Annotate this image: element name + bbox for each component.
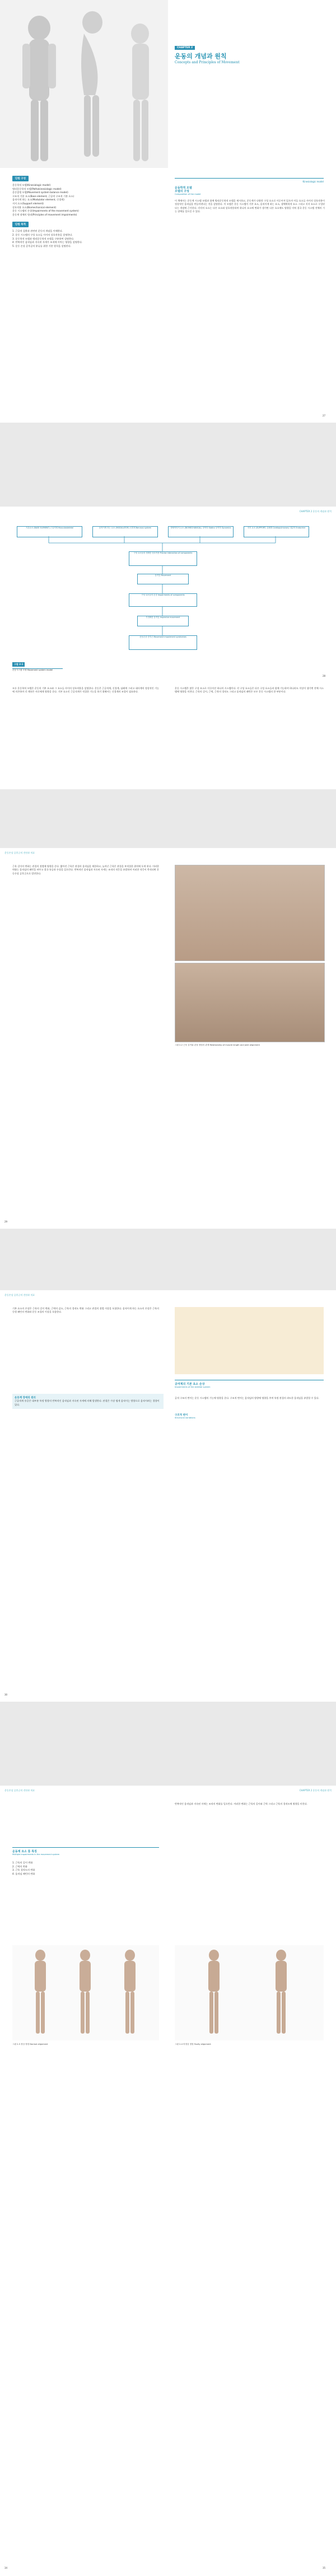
- p5-left-heading: [12, 1847, 159, 1856]
- page-number-4: 30: [4, 1693, 8, 1696]
- contents-item: 병리운동학적 모델(Pathokinesiologic model): [12, 187, 62, 190]
- p3-column-text: 근육 길이의 변화는 관절의 정렬에 영향을 준다. 짧아진 근육은 관절의 움직임을 제한하고, 늘어난 근육은 관절을 부적절한 위치에 두게 된다. 이러한 변화는 움직임의 패턴을 바꾸고 결국 통증과 손상을 일으킨다. 반복적인 움직임과 지속된 자세는 조직의 적응을 유발하며 이러한 적응이 축적되면 운동손상 증후군으로 발전한다.: [12, 865, 159, 875]
- diagram-box-imprecise: 부정확한 움직임 Imprecise movement: [137, 616, 189, 626]
- back-photo-top: [175, 865, 325, 961]
- spread-gap-4: [0, 1702, 336, 1786]
- contents-item: 운동 시스템의 손상(Impairments of the movement system): [12, 209, 79, 213]
- contents-item: 지지 요소(Support element): [12, 202, 44, 205]
- page-2: [0, 507, 336, 789]
- p5-caption-a: 그림 2-3 정상 정렬 Normal alignment: [12, 2043, 48, 2045]
- page-5: [0, 1786, 336, 2576]
- p2-left-text: 모든 운동학적 모델은 운동의 기본 요소와 그 요소들 사이의 상호작용을 설명한다. 운동은 근골격계, 신경계, 심폐계 그리고 대사계의 정상적인 기능에 의존하며 각 계통은 서로에게 영향을 준다. 기본 요소인 근골격계가 적절한 기능을 하기 위해서는 신경계의 조절이 필요하다.: [12, 687, 159, 694]
- goals-title: 단원 목적: [12, 222, 29, 227]
- chapter-title: 운동의 개념과 원칙: [175, 53, 227, 60]
- right-heading-en: Kinesiologic model: [302, 180, 324, 183]
- p5-right-text: 반복적인 움직임과 지속된 자세는 조직의 변화를 일으킨다. 이러한 변화는 근육의 길이와 근력 그리고 근육의 경직도에 영향을 미친다.: [175, 1802, 307, 1805]
- page-1-hero-figure: [0, 0, 168, 168]
- p5-list-item: 2. 근력의 변화: [12, 1865, 27, 1868]
- posture-figures-right: [175, 1945, 324, 2040]
- page-header-left: 운동손상 증후군의 진단과 치료: [4, 851, 35, 854]
- contents-item: 상호작용 요소(Biomechanical element): [12, 205, 57, 209]
- diagram-box-modulator: 움직이게 하는 요소 (MODULATOR) 신경계 Nervous system: [92, 526, 158, 537]
- diagram-box-syndromes: 운동손상 증후군 Movement impairment syndromes: [129, 635, 197, 650]
- p4-left-text: 기본 요소의 손상은 근육의 길이 변화, 근력의 감소, 근육의 경직도 변화 그리고 관절의 정렬 이상을 포함한다. 움직이게 하는 요소의 손상은 근육의 동원 패턴의 변화와 운동 조절의 이상을 포함한다.: [12, 1307, 159, 1314]
- p4-box-text: 근골격계 통증은 대부분 특정 방향의 반복적인 움직임과 지속된 자세에 의해 발생한다. 관절은 가장 쉽게 움직이는 방향으로 움직이려는 경향이 있다.: [15, 1399, 160, 1406]
- p5-list-item: 1. 근육의 길이 변화: [12, 1861, 33, 1864]
- p5-list: [12, 1861, 159, 1876]
- p4-box-title: 운동계 장애의 원리: [15, 1397, 36, 1399]
- page-header-left-2: 운동손상 증후군의 진단과 치료: [4, 1294, 35, 1296]
- p4-sub-heading-en: Structural variations: [175, 1417, 195, 1419]
- spread-gap-2: [0, 789, 336, 848]
- diagram-caption-text: 운동시스템 모델 Movement system model: [12, 668, 63, 672]
- chapter-label: CHAPTER 2: [175, 46, 195, 50]
- page-number-1: 27: [323, 414, 326, 417]
- sub-heading: [175, 189, 200, 195]
- contents-title: 단원 구성: [12, 176, 29, 181]
- p5-caption-b: 그림 2-4 비정상 정렬 Faulty alignment: [175, 2043, 211, 2045]
- spread-gap-1: [0, 423, 336, 507]
- p1-body-text: 이 책에서는 운동계 시스템 모델과 함께 병리운동학적 모델을 제시하고, 운동계가 다양한 구성 요소로 이루어져 있으며 이들 요소들 사이의 상호작용이 정상적인 움직임을 만들어낸다는 것을 설명한다. 이 모델은 운동 시스템이 기본 요소, 움직이게 하는 요소, 생체역학적 요소 그리고 지지 요소로 구성된다는 개념에 근거한다. 각각의 요소는 다른 요소와 상호작용하며 하나의 요소에 변화가 생기면 다른 요소에도 영향을 미쳐 결국 운동 시스템 전체의 기능 장애를 일으킬 수 있다.: [175, 199, 325, 213]
- diagram-box-interaction: 구성 요소들의 정확한 상호작용 Precise interaction of components: [129, 551, 197, 566]
- posture-figures-left: [12, 1945, 159, 2040]
- goal-item: 1. 근골격 질환과 관련된 운동의 개념을 이해한다.: [12, 230, 63, 233]
- p4-right-heading-kr: 공여계의 기본 요소 손상: [175, 1383, 205, 1386]
- page-1: [0, 0, 336, 423]
- spread-gap-3: [0, 1229, 336, 1290]
- right-heading-kr: 운동학적 모델: [175, 186, 192, 190]
- p4-right-heading: [175, 1380, 324, 1388]
- page-number-5-left: 34: [4, 2566, 8, 2569]
- contents-item: 움직이게 하는 요소(Modulator element, 신경계): [12, 198, 64, 202]
- contents-item: 구조적 기본 요소(Base element, 근골격 구조적 기본 요소): [12, 194, 74, 198]
- page-header-right: CHAPTER 2 운동의 개념과 원칙: [299, 510, 332, 513]
- page-number-5-right: 35: [323, 2566, 326, 2569]
- contents-list: [12, 184, 162, 217]
- goals-list: [12, 230, 162, 248]
- p4-right-text: 골격 구조의 변이는 운동 시스템의 기능에 영향을 준다. 구조적 변이는 움직임의 방향에 영향을 주며 특정 관절의 과도한 움직임을 유발할 수 있다.: [175, 1397, 319, 1399]
- page-3: [0, 848, 336, 1229]
- goal-item: 4. 반복적인 움직임과 지속된 자세가 조직에 미치는 영향을 설명한다.: [12, 241, 83, 244]
- diagram-box-impairments: 구성 요소들의 손상 Impairments of components: [129, 593, 197, 607]
- p4-info-box: [12, 1394, 164, 1409]
- contents-box: [12, 171, 162, 248]
- diagram-caption-title: 그림 2-1: [12, 662, 25, 667]
- p3-photo-caption: 그림 2-2 근육 길이와 관절 정렬의 관계 Relationship of muscle length and joint alignment: [175, 1044, 260, 1046]
- goal-item: 3. 운동학적 모델과 병리운동학적 모델을 구분하여 설명한다.: [12, 237, 74, 240]
- contents-item: 운동발생 모델(Movement system balance model): [12, 191, 68, 194]
- p4-sub-heading-kr: 구조적 변이: [175, 1414, 188, 1417]
- sub-heading-kr: 모델의 구성: [175, 190, 189, 193]
- diagram-box-base: 기본요소 (BASE ELEMENT) 근골격계 Musculoskeletal: [17, 526, 82, 537]
- diagram-caption: [12, 657, 63, 672]
- p4-sub-heading: [175, 1413, 195, 1419]
- page-header-right-3: CHAPTER 2 운동의 개념과 원칙: [299, 1789, 332, 1792]
- goal-item: 5. 운동 손상 증후군의 분류를 위한 기본 원칙을 설명한다.: [12, 244, 71, 247]
- diagram-box-movement: 움직임 Movement: [137, 574, 189, 584]
- p4-tan-box: [175, 1307, 324, 1374]
- p5-left-heading-kr: 운동계 요소 통 특징: [12, 1850, 37, 1853]
- contents-item: 운동계 장애의 원리(Principles of movement impairments): [12, 213, 77, 216]
- page-4: [0, 1290, 336, 1702]
- chapter-title-en: Concepts and Principles of Movement: [175, 60, 240, 64]
- sub-heading-en: Composition of the model: [175, 193, 201, 195]
- p4-right-heading-en: Impairments of the skeletal system: [175, 1386, 211, 1388]
- page-header-left-3: 운동손상 증후군의 진단과 치료: [4, 1789, 35, 1792]
- diagram-box-biomechanical: 생체역학적 요소 (BIOMECHANICAL) 정역학 Statics 동역학 Dynamics: [168, 526, 234, 537]
- goal-item: 2. 운동 시스템의 구성 요소들 사이의 상호작용을 설명한다.: [12, 233, 73, 236]
- page-number-2: 28: [323, 675, 326, 677]
- p2-right-text: 운동 시스템은 많은 구성 요소로 이루어진 하나의 시스템이다. 각 구성 요소들은 다른 구성 요소들과 함께 기능하며 하나라도 이상이 생기면 전체 시스템에 영향을 미친다. 근육의 길이, 근력, 근육의 경직도 그리고 움직임의 패턴은 모두 운동 시스템의 한 부분이다.: [175, 687, 324, 694]
- back-photo-bottom: [175, 963, 325, 1042]
- p5-list-item: 3. 근육 경직도의 변화: [12, 1868, 35, 1872]
- p5-left-heading-en: Multiple impairments in the movement system: [12, 1853, 60, 1856]
- contents-item: 운동학적 모델(Kinesiologic model): [12, 184, 51, 186]
- page-number-3: 29: [4, 1220, 8, 1223]
- p5-list-item: 4. 움직임 패턴의 변화: [12, 1872, 35, 1875]
- diagram-box-support: 지지 요소 (SUPPORT) 심폐계 Cardiopulmonary 내분비 Endocrine: [244, 526, 309, 537]
